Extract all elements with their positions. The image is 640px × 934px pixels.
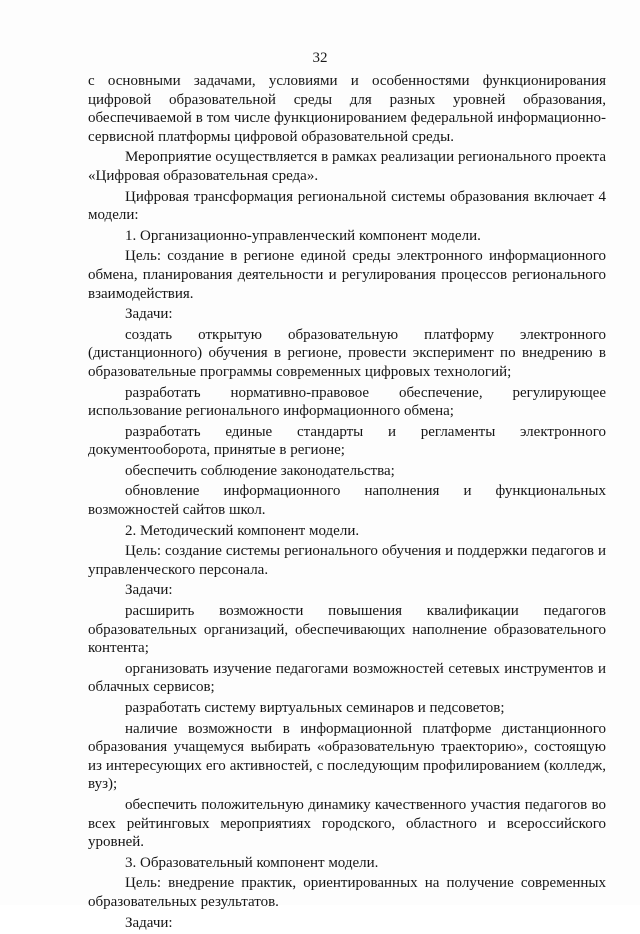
paragraph: Цифровая трансформация региональной системы образования включает 4 модели: [88,188,606,224]
paragraph: с основными задачами, условиями и особенностями функционирования цифровой образовательной среды для разных уровней образования, обеспечиваемой в том числе функционированием федеральной информационно-сервисной платформы цифровой образовательной среды. [88,73,606,145]
task-item: наличие возможности в информационной платформе дистанционного образования учащемуся выбирать «образовательную траекторию», состоящую из интересующих его активностей, с последующим профилированием (колледж, вуз); [88,720,606,793]
task-item: разработать нормативно-правовое обеспечение, регулирующее использование регионального информационного обмена; [88,384,606,420]
task-item: разработать систему виртуальных семинаров и педсоветов; [125,700,505,716]
task-item: обеспечить соблюдение законодательства; [125,462,395,479]
task-item: разработать единые стандарты и регламенты электронного документооборота, принятые в регионе; [88,423,606,459]
page-number: 32 [312,50,328,66]
goal-paragraph: Цель: создание в регионе единой среды электронного информационного обмена, планирования деятельности и регулирования процессов регионального взаимодействия. [88,248,606,302]
task-item: расширить возможности повышения квалификации педагогов образовательных организаций, обеспечивающих наполнение образовательного контента; [88,603,606,657]
task-item: обеспечить положительную динамику качественного участия педагогов во всех рейтинговых мероприятиях городского, областного и всероссийского уровней. [88,796,606,851]
document-body [88,72,606,934]
goal-paragraph: Цель: создание системы регионального обучения и поддержки педагогов и управленческого персонала. [88,543,606,578]
task-item: обновление информационного наполнения и функциональных возможностей сайтов школ. [88,483,606,519]
paragraph: Мероприятие осуществляется в рамках реализации регионального проекта «Цифровая образовательная среда». [88,149,606,184]
section-heading: 1. Организационно-управленческий компонент модели. [125,227,481,244]
goal-paragraph: Цель: внедрение практик, ориентированных на получение современных образовательных результатов. [88,875,606,910]
section-heading: 3. Образовательный компонент модели. [125,854,379,871]
tasks-heading: Задачи: [125,306,173,323]
tasks-heading: Задачи: [125,914,173,931]
task-item: создать открытую образовательную платформу электронного (дистанционного) обучения в регионе, провести эксперимент по внедрению в образовательные программы современных цифровых технологий; [88,326,606,380]
task-item: организовать изучение педагогами возможностей сетевых инструментов и облачных сервисов; [88,660,606,696]
section-heading: 2. Методический компонент модели. [125,522,360,539]
tasks-heading: Задачи: [125,582,173,599]
